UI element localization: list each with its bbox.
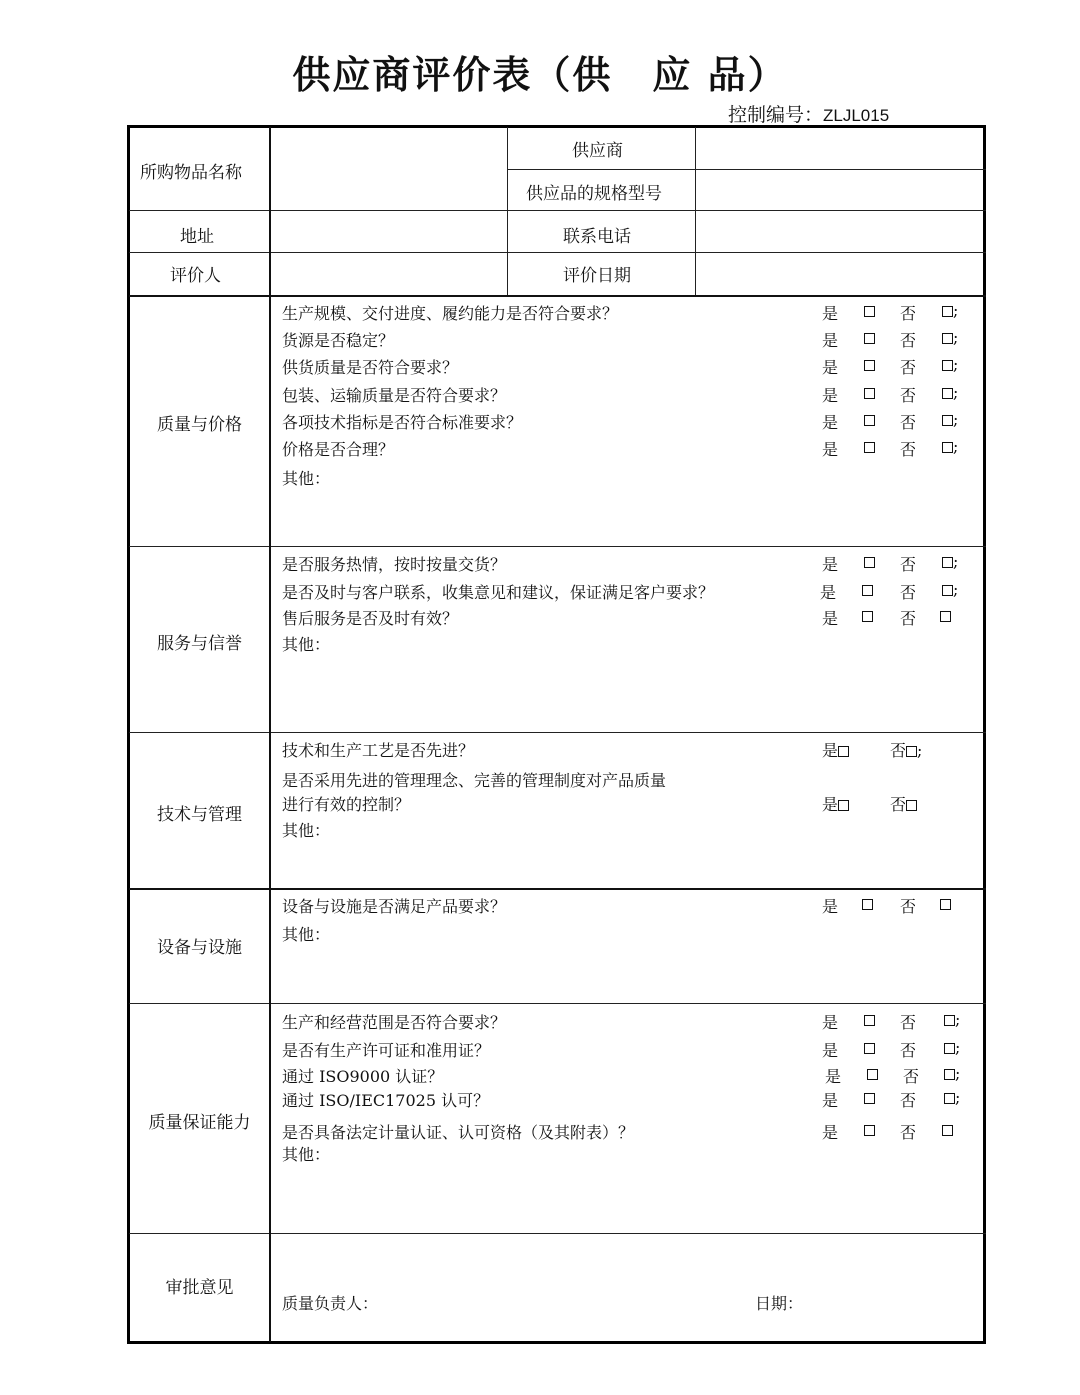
yes-label: 是 — [820, 583, 837, 602]
no-checkbox[interactable] — [940, 611, 951, 622]
control-number-label: 控制编号： — [728, 104, 824, 126]
rule-qa — [129, 1233, 986, 1234]
yes-checkbox[interactable] — [862, 585, 873, 596]
no-label: 否 — [900, 304, 917, 323]
yes-label: 是 — [822, 304, 839, 323]
yes-checkbox[interactable] — [864, 415, 875, 426]
no-checkbox[interactable] — [944, 1043, 955, 1054]
no-label: 否 — [900, 386, 917, 405]
yes-checkbox[interactable] — [864, 1125, 875, 1136]
no-checkbox[interactable] — [942, 306, 953, 317]
no-label: 否 — [900, 1123, 917, 1142]
yes-label: 是 — [822, 1013, 839, 1032]
other-label: 其他： — [282, 469, 331, 488]
yes-checkbox[interactable] — [867, 1069, 878, 1080]
address-label: 地址 — [180, 227, 214, 247]
question: 设备与设施是否满足产品要求？ — [282, 897, 507, 916]
yes-label: 是 — [822, 358, 839, 377]
no-label: 否 — [900, 440, 917, 459]
rule-mid-column — [507, 127, 508, 295]
no-label: 否 — [890, 795, 907, 814]
question: 通过 ISO/IEC17025 认可？ — [282, 1091, 490, 1110]
no-checkbox[interactable] — [944, 1093, 955, 1104]
rule-row2 — [129, 252, 986, 253]
no-checkbox[interactable] — [944, 1015, 955, 1026]
rule-tech — [129, 888, 986, 890]
section-equipment-title: 设备与设施 — [157, 938, 242, 958]
evaluator-label: 评价人 — [170, 266, 221, 286]
no-checkbox[interactable] — [942, 333, 953, 344]
rule-row1 — [129, 210, 986, 211]
yes-label: 是 — [822, 741, 839, 760]
no-label: 否 — [900, 609, 917, 628]
supplier-label: 供应商 — [572, 141, 623, 161]
question: 生产和经营范围是否符合要求？ — [282, 1013, 507, 1032]
approval-date-label: 日期： — [755, 1294, 804, 1313]
rule-row3 — [129, 295, 986, 297]
other-label: 其他： — [282, 1145, 331, 1164]
other-label: 其他： — [282, 925, 331, 944]
no-checkbox[interactable] — [942, 388, 953, 399]
yes-label: 是 — [822, 555, 839, 574]
question: 通过 ISO9000 认证？ — [282, 1067, 444, 1086]
question: 包装、运输质量是否符合要求？ — [282, 386, 507, 405]
question: 是否有生产许可证和准用证？ — [282, 1041, 491, 1060]
no-checkbox[interactable] — [942, 557, 953, 568]
no-checkbox[interactable] — [940, 899, 951, 910]
no-label: 否 — [900, 413, 917, 432]
section-approval-title: 审批意见 — [165, 1278, 234, 1298]
yes-checkbox[interactable] — [864, 333, 875, 344]
question: 售后服务是否及时有效？ — [282, 609, 459, 628]
yes-checkbox[interactable] — [864, 306, 875, 317]
no-checkbox[interactable] — [942, 442, 953, 453]
yes-label: 是 — [822, 1041, 839, 1060]
no-label: 否 — [900, 897, 917, 916]
question: 是否采用先进的管理理念、完善的管理制度对产品质量 — [282, 771, 667, 790]
question: 是否及时与客户联系，收集意见和建议，保证满足客户要求？ — [282, 583, 715, 602]
yes-checkbox[interactable] — [864, 1093, 875, 1104]
yes-checkbox[interactable] — [864, 1043, 875, 1054]
question: 各项技术指标是否符合标准要求？ — [282, 413, 523, 432]
rule-value-column — [695, 127, 696, 295]
yes-label: 是 — [822, 795, 839, 814]
yes-label: 是 — [822, 440, 839, 459]
yes-checkbox[interactable] — [862, 899, 873, 910]
yes-label: 是 — [822, 1123, 839, 1142]
no-checkbox[interactable] — [942, 360, 953, 371]
question: 价格是否合理？ — [282, 440, 395, 459]
no-label: 否 — [900, 358, 917, 377]
yes-label: 是 — [822, 609, 839, 628]
phone-label: 联系电话 — [563, 227, 631, 247]
yes-checkbox[interactable] — [864, 388, 875, 399]
yes-label: 是 — [822, 331, 839, 350]
question: 生产规模、交付进度、履约能力是否符合要求？ — [282, 304, 619, 323]
rule-supplier — [507, 169, 986, 170]
quality-manager-label: 质量负责人： — [282, 1294, 379, 1313]
yes-label: 是 — [822, 1091, 839, 1110]
spec-label: 供应品的规格型号 — [526, 184, 662, 204]
question: 是否具备法定计量认证、认可资格（及其附表）？ — [282, 1123, 635, 1142]
other-label: 其他： — [282, 635, 331, 654]
question: 供货质量是否符合要求？ — [282, 358, 459, 377]
no-checkbox[interactable] — [906, 746, 917, 757]
no-checkbox[interactable] — [906, 800, 917, 811]
yes-checkbox[interactable] — [862, 611, 873, 622]
no-checkbox[interactable] — [942, 585, 953, 596]
yes-checkbox[interactable] — [864, 442, 875, 453]
yes-checkbox[interactable] — [864, 360, 875, 371]
yes-label: 是 — [825, 1067, 842, 1086]
no-label: 否 — [903, 1067, 920, 1086]
question: 是否服务热情，按时按量交货？ — [282, 555, 507, 574]
rule-equipment — [129, 1003, 986, 1004]
no-label: 否 — [900, 1091, 917, 1110]
question: 技术和生产工艺是否先进？ — [282, 741, 475, 760]
other-label: 其他： — [282, 821, 331, 840]
section-qa-title: 质量保证能力 — [148, 1113, 251, 1133]
yes-label: 是 — [822, 897, 839, 916]
yes-label: 是 — [822, 413, 839, 432]
control-number — [728, 100, 889, 127]
no-checkbox[interactable] — [942, 1125, 953, 1136]
section-quality-price-title: 质量与价格 — [157, 415, 242, 435]
no-label: 否 — [900, 583, 917, 602]
yes-checkbox[interactable] — [838, 800, 849, 811]
no-label: 否 — [900, 555, 917, 574]
no-label: 否 — [900, 1013, 917, 1032]
no-label: 否 — [890, 741, 907, 760]
no-checkbox[interactable] — [942, 415, 953, 426]
item-name-label: 所购物品名称 — [140, 163, 242, 183]
rule-label-column — [269, 127, 271, 1342]
section-tech-title: 技术与管理 — [157, 805, 242, 825]
yes-checkbox[interactable] — [838, 746, 849, 757]
eval-date-label: 评价日期 — [563, 266, 631, 286]
rule-service — [129, 732, 986, 733]
question-continued: 进行有效的控制？ — [282, 795, 411, 814]
rule-quality — [129, 546, 986, 547]
section-service-title: 服务与信誉 — [157, 634, 242, 654]
no-label: 否 — [900, 331, 917, 350]
yes-checkbox[interactable] — [864, 557, 875, 568]
question: 货源是否稳定？ — [282, 331, 395, 350]
form-title: 供应商评价表（供 应 品） — [292, 53, 788, 97]
no-label: 否 — [900, 1041, 917, 1060]
no-checkbox[interactable] — [944, 1069, 955, 1080]
yes-label: 是 — [822, 386, 839, 405]
yes-checkbox[interactable] — [864, 1015, 875, 1026]
control-number-value: ZLJL015 — [823, 106, 890, 125]
